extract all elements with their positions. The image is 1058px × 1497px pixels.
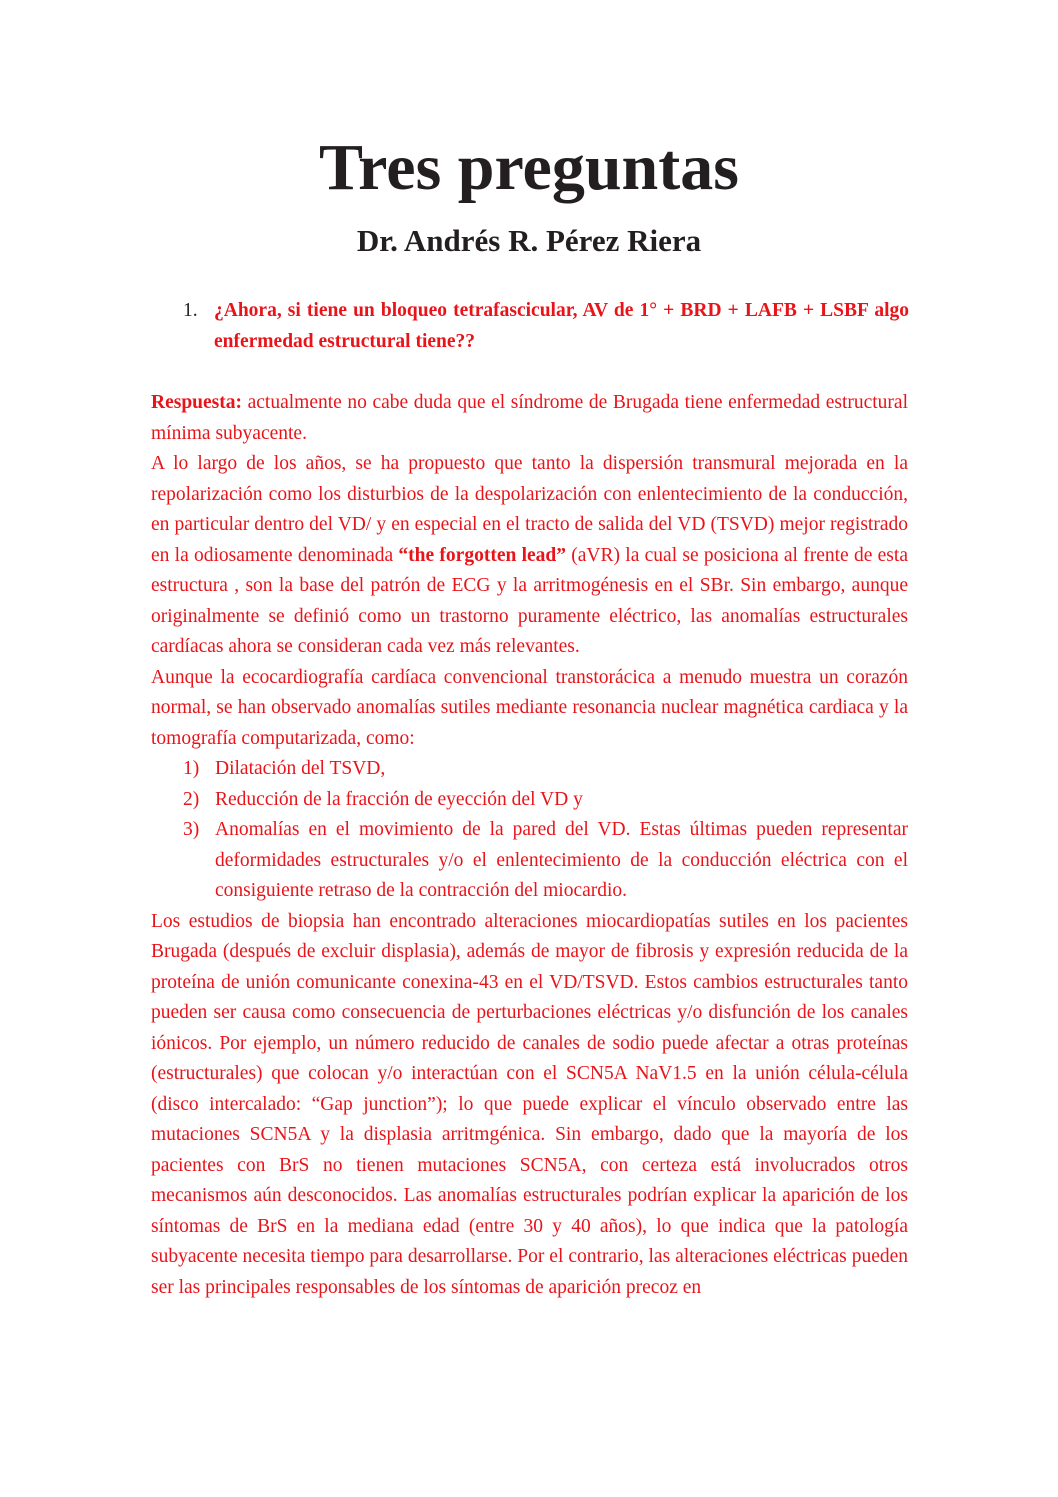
page-title: Tres preguntas [319,131,739,204]
answer-paragraph-2 [151,449,908,663]
list-item-number: 3) [183,819,200,840]
author-name: Dr. Andrés R. Pérez Riera [356,223,702,258]
answer-intro-text: actualmente no cabe duda que el síndrome de Brugada tiene enfermedad estructural mínima subyacente. [151,392,908,444]
list-item-number: 1) [183,758,200,779]
answer-paragraph-3: Aunque la ecocardiografía cardíaca convencional transtorácica a menudo muestra un corazón normal, se han observado anomalías sutiles mediante resonancia nuclear magnética cardiaca y la tomografía computarizada, como: [151,666,908,749]
list-item [151,785,908,816]
paragraph-2-after: (aVR) la cual se posiciona al frente de esta estructura , son la base del patrón de ECG y la arritmogénesis en el SBr. Sin embargo, aunque originalmente se definió como un trastorno puramente eléctrico, las anomalías estructurales cardíacas ahora se consideran cada vez más relevantes. [151,544,908,657]
answer-intro-paragraph [151,388,908,449]
question-text: ¿Ahora, si tiene un bloqueo tetrafascicular, AV de 1° + BRD + LAFB + LSBF algo enfermedad estructural tiene?? [214,300,909,352]
list-item-text: Anomalías en el movimiento de la pared del VD. Estas últimas pueden representar deformidades estructurales y/o el enlentecimiento de la conducción eléctrica con el consiguiente retraso de la contracción del miocardio. [215,819,908,901]
list-item [151,754,908,785]
question-number: 1. [183,300,198,321]
answer-label: Respuesta: [151,392,242,413]
findings-list [151,754,908,907]
list-item-number: 2) [183,788,200,810]
list-item-text: Dilatación del TSVD, [215,758,386,779]
list-item-text: Reducción de la fracción de eyección del VD y [215,788,583,810]
answer-paragraph-4: Los estudios de biopsia han encontrado alteraciones miocardiopatías sutiles en los pacientes Brugada (después de excluir displasia), además de mayor de fibrosis y expresión reducida de la proteína de unión comunicante conexina-43 en el VD/TSVD. Estos cambios estructurales tanto pueden ser causa como consecuencia de perturbaciones eléctricas y/o disfunción de los canales iónicos. Por ejemplo, un número reducido de canales de sodio puede afectar a otras proteínas (estructurales) que colocan y/o interactúan con el SCN5A NaV1.5 en la unión célula-célula (disco intercalado: “Gap junction”); lo que puede explicar el vínculo observado entre las mutaciones SCN5A y la displasia arritmgénica. Sin embargo, dado que la mayoría de los pacientes con BrS no tienen mutaciones SCN5A, con certeza está involucrados otros mecanismos aún desconocidos. Las anomalías estructurales podrían explicar la aparición de los síntomas de BrS en la mediana edad (entre 30 y 40 años), lo que indica que la patología subyacente necesita tiempo para desarrollarse. Por el contrario, las alteraciones eléctricas pueden ser las principales responsables de los síntomas de aparición precoz en [151,910,908,1298]
list-item [151,815,908,907]
answer-body [151,388,908,1303]
paragraph-2-bold-phrase: “the forgotten lead” [398,544,567,566]
paragraph-2-before: A lo largo de los años, se ha propuesto que tanto la dispersión transmural mejorada en la repolarización como los disturbios de la despolarización con enlentecimiento de la conducción, en particular dentro del VD/ y en especial en el tracto de salida del VD (TSVD) mejor registrado en la odiosamente denominada [151,453,908,566]
